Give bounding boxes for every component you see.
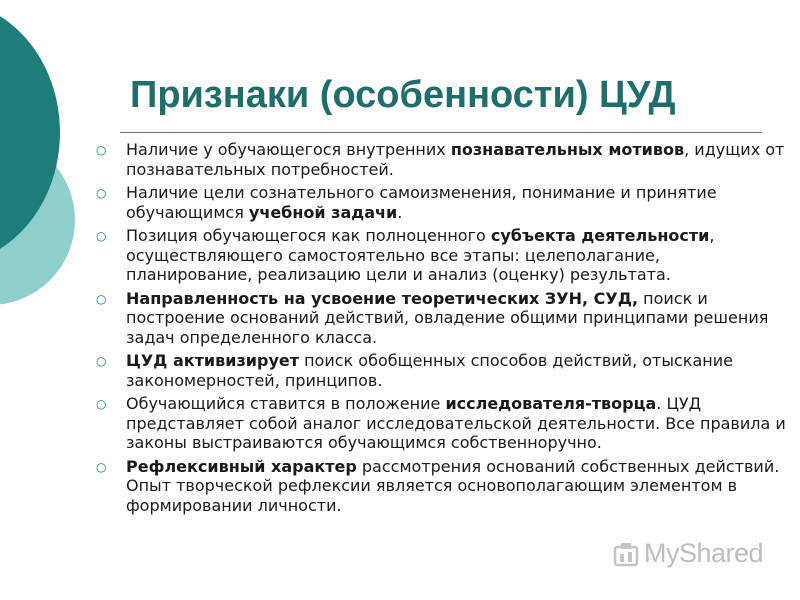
bullet-text: Наличие у обучающегося внутренних <box>126 140 451 159</box>
bullet-text: . <box>397 202 403 222</box>
bullet-text: Обучающийся ставится в положение <box>126 394 446 413</box>
myshared-logo-icon <box>612 541 640 569</box>
bullet-item <box>96 289 786 348</box>
bullet-text-bold: познавательных мотивов <box>450 140 685 159</box>
bullet-item <box>96 226 786 285</box>
bullet-item <box>96 351 786 390</box>
bullet-item <box>96 457 786 516</box>
bullet-text-bold: учебной задачи <box>248 202 398 222</box>
bullet-text: рассмотрения оснований собственных действий. Опыт творческой рефлексии является основополагающим элементом в формировании личности. <box>126 456 780 515</box>
title-divider <box>120 132 762 133</box>
bullet-text: , идущих от познавательных потребностей. <box>126 140 785 179</box>
bullet-item <box>96 394 786 453</box>
bullet-text-bold: ЦУД активизирует <box>126 351 299 370</box>
bullet-text: . ЦУД представляет собой аналог исследовательской деятельности. Все правила и законы выстраиваются обучающимся собственноручно. <box>126 394 786 452</box>
bullet-text: поиск и построение оснований действий, овладение общими принципами решения задач определенного класса. <box>126 288 769 347</box>
watermark <box>612 538 762 574</box>
hollow-circle-bullet-icon: ○ <box>96 459 107 474</box>
hollow-circle-bullet-icon: ○ <box>96 229 107 243</box>
hollow-circle-bullet-icon: ○ <box>96 291 107 306</box>
bullet-text: поиск обобщенных способов действий, отыскание закономерностей, принципов. <box>126 351 733 390</box>
bullet-text-bold: исследователя-творца <box>445 394 657 413</box>
bullet-item <box>96 140 786 179</box>
hollow-circle-bullet-icon: ○ <box>96 354 107 368</box>
bullet-item <box>96 183 786 222</box>
watermark-text: MyShared <box>644 538 764 568</box>
hollow-circle-bullet-icon: ○ <box>96 143 107 157</box>
bullet-text: Позиция обучающегося как полноценного <box>126 226 491 245</box>
bullet-text-bold: Направленность на усвоение теоретических ЗУН, СУД, <box>126 288 639 308</box>
bullet-text-bold: Рефлексивный характер <box>126 456 357 476</box>
bullet-list <box>96 140 786 519</box>
bullet-text: , осуществляющего самостоятельно все этапы: целеполагание, планирование, реализацию цели и анализ (оценку) результата. <box>126 226 715 284</box>
hollow-circle-bullet-icon: ○ <box>96 186 107 200</box>
hollow-circle-bullet-icon: ○ <box>96 397 107 411</box>
slide-title: Признаки (особенности) ЦУД <box>130 74 676 116</box>
bullet-text-bold: субъекта деятельности <box>490 226 710 245</box>
bullet-text: Наличие цели сознательного самоизменения, понимание и принятие обучающимся <box>126 183 717 222</box>
